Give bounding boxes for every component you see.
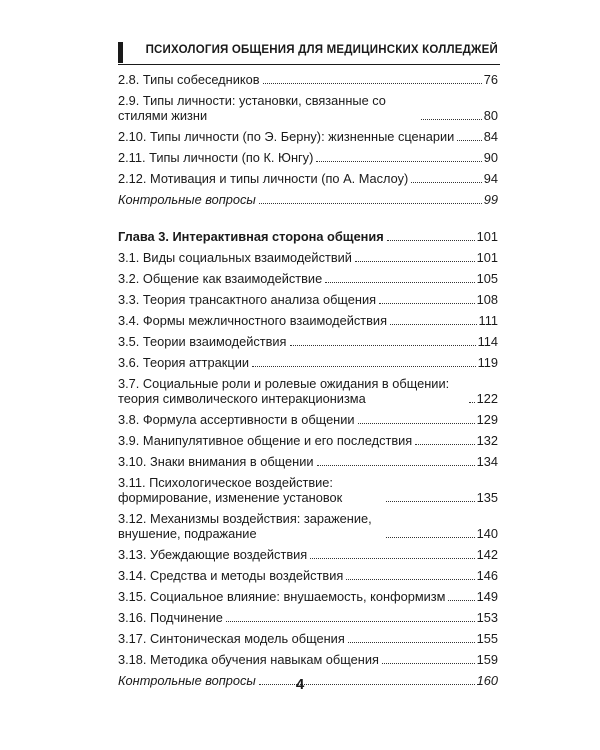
toc-entry [118, 313, 498, 328]
toc-entry [118, 652, 498, 667]
toc-page-number: 105 [476, 271, 498, 286]
toc-entry-title: 3.12. Механизмы воздействия: заражение, внушение, подражание [118, 511, 372, 541]
toc-entry-title: 3.6. Теория аттракции [118, 355, 249, 370]
toc-leader-dots [263, 83, 482, 84]
toc-entry-title: 2.12. Мотивация и типы личности (по А. Маслоу) [118, 171, 409, 186]
toc-page-number: 84 [483, 129, 498, 144]
toc-page-number: 119 [477, 355, 498, 370]
toc-entry-review-questions [118, 192, 498, 207]
page-number: 4 [295, 676, 305, 693]
toc-entry-title: 3.3. Теория трансактного анализа общения [118, 292, 377, 307]
toc-entry-title: 2.11. Типы личности (по К. Юнгу) [118, 150, 314, 165]
toc-leader-dots [415, 444, 474, 445]
toc-entry-title: 3.17. Синтоническая модель общения [118, 631, 345, 646]
toc-leader-dots [386, 537, 475, 538]
toc-leader-dots [252, 366, 476, 367]
toc-entry-title: 3.16. Подчинение [118, 610, 223, 625]
toc-entry [118, 250, 498, 265]
toc-entry-title: 3.13. Убеждающие воздействия [118, 547, 308, 562]
toc-page-number: 132 [476, 433, 498, 448]
toc-entry-title: 3.10. Знаки внимания в общении [118, 454, 314, 469]
toc-page-number: 134 [476, 454, 498, 469]
toc-entry-title: 3.5. Теории взаимодействия [118, 334, 287, 349]
toc-page-number: 140 [476, 526, 498, 541]
toc-page-number: 99 [483, 192, 498, 207]
toc-entry [118, 150, 498, 165]
toc-leader-dots [379, 303, 475, 304]
toc-entry [118, 547, 498, 562]
toc-page-number: 153 [476, 610, 498, 625]
toc-entry-title: 3.7. Социальные роли и ролевые ожидания в общении: теория символического интеракционизма [118, 376, 450, 406]
toc-leader-dots [348, 642, 475, 643]
table-of-contents [118, 72, 498, 694]
toc-leader-dots [469, 402, 475, 403]
toc-entry-title: 2.10. Типы личности (по Э. Берну): жизненные сценарии [118, 129, 455, 144]
toc-entry-title: 3.2. Общение как взаимодействие [118, 271, 323, 286]
toc-page-number: 122 [476, 391, 498, 406]
toc-page-number: 155 [476, 631, 498, 646]
toc-page-number: 159 [476, 652, 498, 667]
toc-leader-dots [355, 261, 475, 262]
toc-entry [118, 589, 498, 604]
toc-entry [118, 292, 498, 307]
toc-entry [118, 171, 498, 186]
header-title: ПСИХОЛОГИЯ ОБЩЕНИЯ ДЛЯ МЕДИЦИНСКИХ КОЛЛЕДЖЕЙ [145, 44, 498, 56]
toc-entry-title: 3.1. Виды социальных взаимодействий [118, 250, 352, 265]
toc-entry [118, 355, 498, 370]
toc-entry-title: 3.9. Манипулятивное общение и его последствия [118, 433, 413, 448]
toc-leader-dots [346, 579, 474, 580]
toc-entry-title: 2.8. Типы собеседников [118, 72, 260, 87]
toc-entry-title: 3.4. Формы межличностного взаимодействия [118, 313, 388, 328]
toc-entry [118, 454, 498, 469]
toc-page-number: 101 [476, 229, 498, 244]
toc-entry [118, 412, 498, 427]
toc-leader-dots [325, 282, 474, 283]
toc-leader-dots [457, 140, 482, 141]
toc-entry-title: 2.9. Типы личности: установки, связанные со стилями жизни [118, 93, 386, 123]
toc-entry-title: Контрольные вопросы [118, 192, 256, 207]
toc-leader-dots [259, 203, 482, 204]
header-marker-bar [118, 42, 123, 63]
toc-entry [118, 610, 498, 625]
toc-leader-dots [386, 501, 475, 502]
running-header [118, 34, 500, 65]
toc-page-number: 108 [476, 292, 498, 307]
toc-entry-title: 3.14. Средства и методы воздействия [118, 568, 344, 583]
toc-leader-dots [358, 423, 475, 424]
toc-leader-dots [310, 558, 474, 559]
toc-page-number: 94 [483, 171, 498, 186]
toc-page-number: 90 [483, 150, 498, 165]
toc-page-number: 146 [476, 568, 498, 583]
toc-entry [118, 631, 498, 646]
toc-leader-dots [421, 119, 482, 120]
toc-page-number: 142 [476, 547, 498, 562]
toc-entry [118, 475, 498, 505]
toc-entry [118, 334, 498, 349]
toc-entry-title: Контрольные вопросы [118, 673, 256, 688]
toc-leader-dots [226, 621, 475, 622]
toc-entry-title: 3.11. Психологическое воздействие: формирование, изменение установок [118, 475, 343, 505]
toc-page-number: 114 [477, 334, 498, 349]
toc-entry [118, 376, 498, 406]
toc-chapter-heading [118, 229, 498, 244]
toc-entry-title: 3.18. Методика обучения навыкам общения [118, 652, 379, 667]
toc-entry [118, 93, 498, 123]
toc-page-number: 80 [483, 108, 498, 123]
toc-entry [118, 271, 498, 286]
toc-leader-dots [387, 240, 475, 241]
toc-chapter-title: Глава 3. Интерактивная сторона общения [118, 229, 384, 244]
toc-leader-dots [411, 182, 481, 183]
toc-page-number: 76 [483, 72, 498, 87]
toc-page-number: 129 [476, 412, 498, 427]
toc-leader-dots [316, 161, 481, 162]
toc-page-number: 135 [476, 490, 498, 505]
toc-leader-dots [382, 663, 475, 664]
toc-leader-dots [390, 324, 477, 325]
toc-leader-dots [317, 465, 475, 466]
toc-entry-title: 3.15. Социальное влияние: внушаемость, конформизм [118, 589, 446, 604]
toc-entry [118, 511, 498, 541]
toc-entry-title: 3.8. Формула ассертивности в общении [118, 412, 355, 427]
toc-page-number: 149 [476, 589, 498, 604]
toc-leader-dots [290, 345, 476, 346]
toc-entry [118, 72, 498, 87]
toc-page-number: 160 [476, 673, 498, 688]
toc-entry [118, 568, 498, 583]
toc-page-number: 101 [476, 250, 498, 265]
toc-leader-dots [448, 600, 474, 601]
toc-page-number: 111 [478, 313, 498, 328]
toc-entry [118, 129, 498, 144]
toc-entry [118, 433, 498, 448]
